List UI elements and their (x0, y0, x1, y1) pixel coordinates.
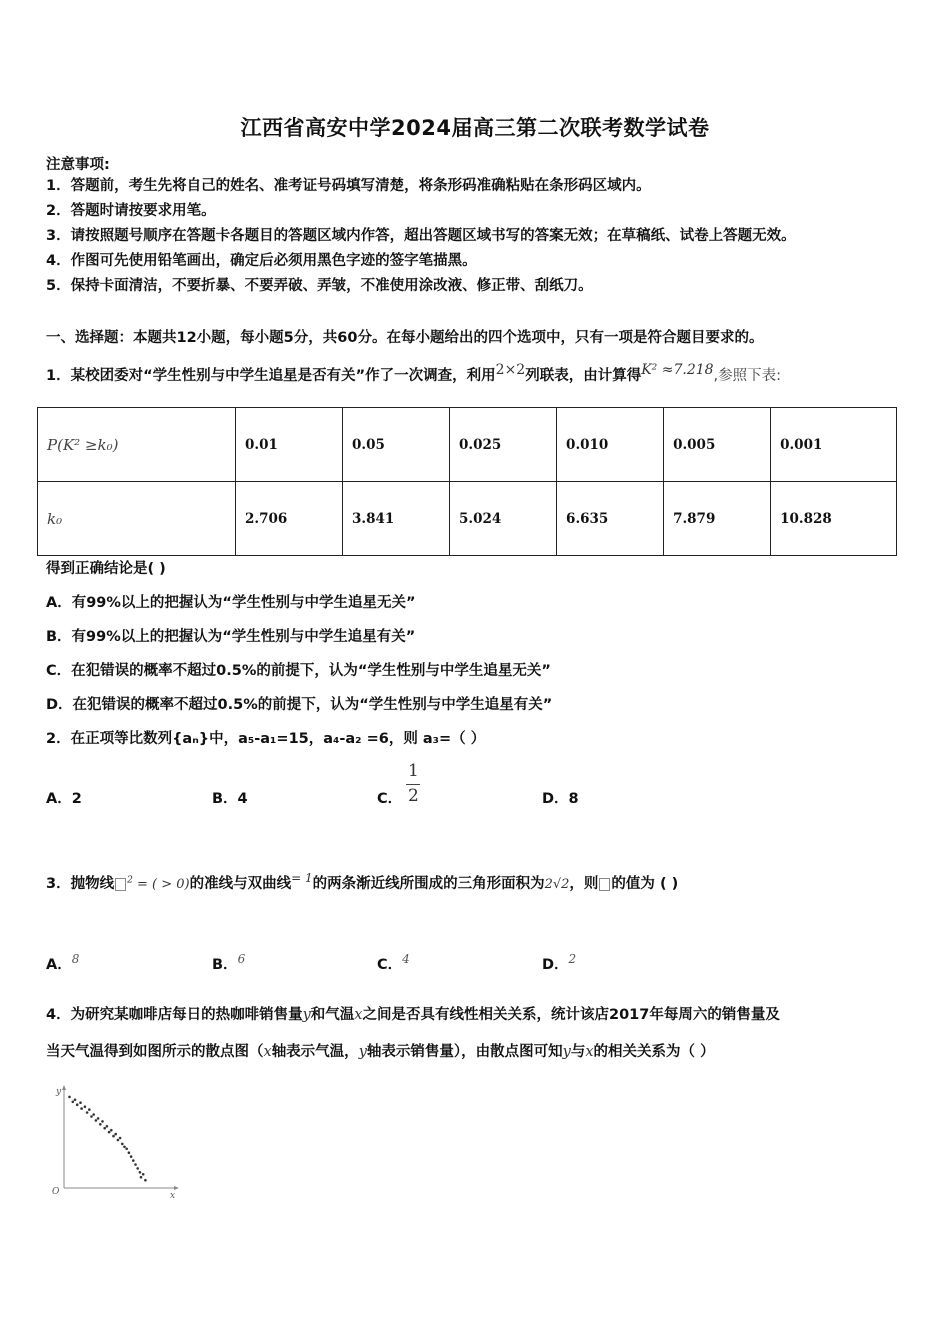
placeholder-glyph-icon (115, 878, 126, 891)
scatter-point (110, 1129, 113, 1132)
scatter-point (95, 1119, 98, 1122)
q1-option-a: A．有99%以上的把握认为“学生性别与中学生追星无关” (46, 595, 416, 611)
table-row (38, 408, 897, 482)
scatter-point (68, 1096, 71, 1099)
origin-label: O (52, 1187, 60, 1197)
table-cell: 5.024 (450, 482, 557, 556)
question-3-text (46, 871, 678, 893)
scatter-point (97, 1117, 100, 1120)
scatter-point (90, 1115, 93, 1118)
q3-text-e: 的值为 ( ) (611, 876, 679, 892)
scatter-point (101, 1120, 104, 1123)
table-cell: 0.05 (343, 408, 450, 482)
q1-text-c: ,参照下表: (713, 368, 782, 384)
y-axis-arrow-icon (62, 1085, 66, 1090)
scatter-point (114, 1133, 117, 1136)
q1-text-b: 列联表，由计算得 (525, 368, 642, 384)
q3-option-a: A．$^8$ (46, 952, 80, 973)
scatter-point (139, 1171, 142, 1174)
q1-option-d: D．在犯错误的概率不超过0.5%的前提下，认为“学生性别与中学生追星有关” (46, 697, 553, 713)
scatter-point (112, 1135, 115, 1138)
scatter-point (84, 1105, 87, 1108)
table-cell: 10.828 (771, 482, 897, 556)
q3-text-a: 3．抛物线 (46, 876, 115, 892)
notice-item: 5．保持卡面清洁，不要折暴、不要弄破、弄皱，不准使用涂改液、修正带、刮纸刀。 (46, 278, 593, 294)
table-cell: 6.635 (557, 482, 664, 556)
fraction-bar (406, 784, 420, 785)
scatter-point (108, 1131, 111, 1134)
x-axis-arrow-icon (174, 1186, 179, 1190)
notice-heading: 注意事项: (46, 157, 110, 173)
notice-item: 1．答题前，考生先将自己的姓名、准考证号码填写清楚，将条形码准确粘贴在条形码区域内。 (46, 178, 651, 194)
notice-item: 2．答题时请按要求用笔。 (46, 203, 216, 219)
section-heading: 一、选择题：本题共12小题，每小题5分，共60分。在每小题给出的四个选项中，只有一项是符合题目要求的。 (46, 330, 764, 346)
scatter-point (117, 1139, 120, 1142)
q3-parabola-eq: $^2$ = ( > 0) (114, 877, 189, 892)
k2-table (37, 407, 897, 556)
scatter-point (123, 1146, 126, 1149)
table-row (38, 482, 897, 556)
scatter-point (79, 1101, 82, 1104)
scatter-point (72, 1101, 75, 1104)
page-title: 江西省高安中学2024届高三第二次联考数学试卷 (240, 116, 710, 140)
q1-math-b: K² ≈7.218 (641, 362, 714, 378)
question-4-line-2: 当天气温得到如图所示的散点图（x轴表示气温，y轴表示销售量），由散点图可知y与x的相关关系为（ ） (46, 1044, 715, 1060)
scatter-point (92, 1113, 95, 1116)
x-axis-label: x (170, 1191, 176, 1201)
q1-math-a: 2×2 (495, 362, 526, 378)
scatter-point (125, 1148, 128, 1151)
table-cell: 0.01 (236, 408, 343, 482)
scatter-point (74, 1099, 77, 1102)
scatter-point (140, 1176, 143, 1179)
table-row-head: P(K² ≥k₀) (38, 408, 236, 482)
q3-text-c: 的两条渐近线所围成的三角形面积为 (312, 876, 545, 892)
notice-item: 4．作图可先使用铅笔画出，确定后必须用黑色字迹的签字笔描黑。 (46, 253, 477, 269)
table-cell: 0.025 (450, 408, 557, 482)
table-row-head: k₀ (38, 482, 236, 556)
q2-option-b: B．4 (212, 791, 248, 807)
y-axis-label: y (56, 1087, 62, 1097)
table-cell: 7.879 (664, 482, 771, 556)
q1-text-a: 1．某校团委对“学生性别与中学生追星是否有关”作了一次调查，利用 (46, 368, 496, 384)
q3-area: 2√2 (544, 877, 570, 892)
scatter-point (136, 1167, 139, 1170)
q3-option-c: C．$^4$ (377, 952, 410, 973)
scatter-point (76, 1103, 79, 1106)
q2-option-d: D．8 (542, 791, 579, 807)
scatter-point (132, 1159, 135, 1162)
scatter-point (142, 1173, 145, 1176)
q2-c-denominator: 2 (408, 786, 419, 806)
scatter-point (88, 1108, 91, 1111)
scatter-points (68, 1096, 147, 1182)
scatter-point (144, 1179, 147, 1182)
q2-option-c: C． (377, 791, 403, 807)
scatter-point (86, 1111, 89, 1114)
notice-item: 3．请按照题号顺序在答题卡各题目的答题区域内作答，超出答题区域书写的答案无效；在草稿纸、试卷上答题无效。 (46, 228, 796, 244)
scatter-point (134, 1163, 137, 1166)
q3-option-b: B．$^6$ (212, 952, 246, 973)
scatter-point (128, 1151, 131, 1154)
table-cell: 2.706 (236, 482, 343, 556)
question-4-line-1: 4．为研究某咖啡店每日的热咖啡销售量y和气温x之间是否具有线性相关关系，统计该店2017年每周六的销售量及 (46, 1007, 780, 1023)
scatter-point (103, 1127, 106, 1130)
q1-prompt: 得到正确结论是( ) (46, 561, 166, 577)
table-cell: 3.841 (343, 482, 450, 556)
placeholder-glyph-icon (599, 878, 610, 891)
q2-option-a: A．2 (46, 791, 82, 807)
scatter-point (99, 1123, 102, 1126)
table-cell: 0.001 (771, 408, 897, 482)
question-2-text: 2．在正项等比数列{aₙ}中，a₅-a₁=15，a₄-a₂ =6，则 a₃=（ ） (46, 731, 486, 747)
table-cell: 0.005 (664, 408, 771, 482)
q3-hyperbola-eq: = 1 (291, 871, 313, 885)
scatter-point (121, 1143, 124, 1146)
q1-option-b: B．有99%以上的把握认为“学生性别与中学生追星有关” (46, 629, 416, 645)
scatter-point (106, 1125, 109, 1128)
q3-option-d: D．$^2$ (542, 952, 577, 973)
scatter-point (130, 1155, 133, 1158)
q3-text-b: 的准线与双曲线 (189, 876, 292, 892)
table-cell: 0.010 (557, 408, 664, 482)
question-1-text (46, 362, 781, 385)
q3-text-d: ，则 (569, 876, 599, 892)
scatter-point (80, 1107, 83, 1110)
scatter-point (119, 1137, 122, 1140)
q1-option-c: C．在犯错误的概率不超过0.5%的前提下，认为“学生性别与中学生追星无关” (46, 663, 551, 679)
q2-c-numerator: 1 (408, 761, 419, 781)
scatter-plot (48, 1084, 183, 1204)
